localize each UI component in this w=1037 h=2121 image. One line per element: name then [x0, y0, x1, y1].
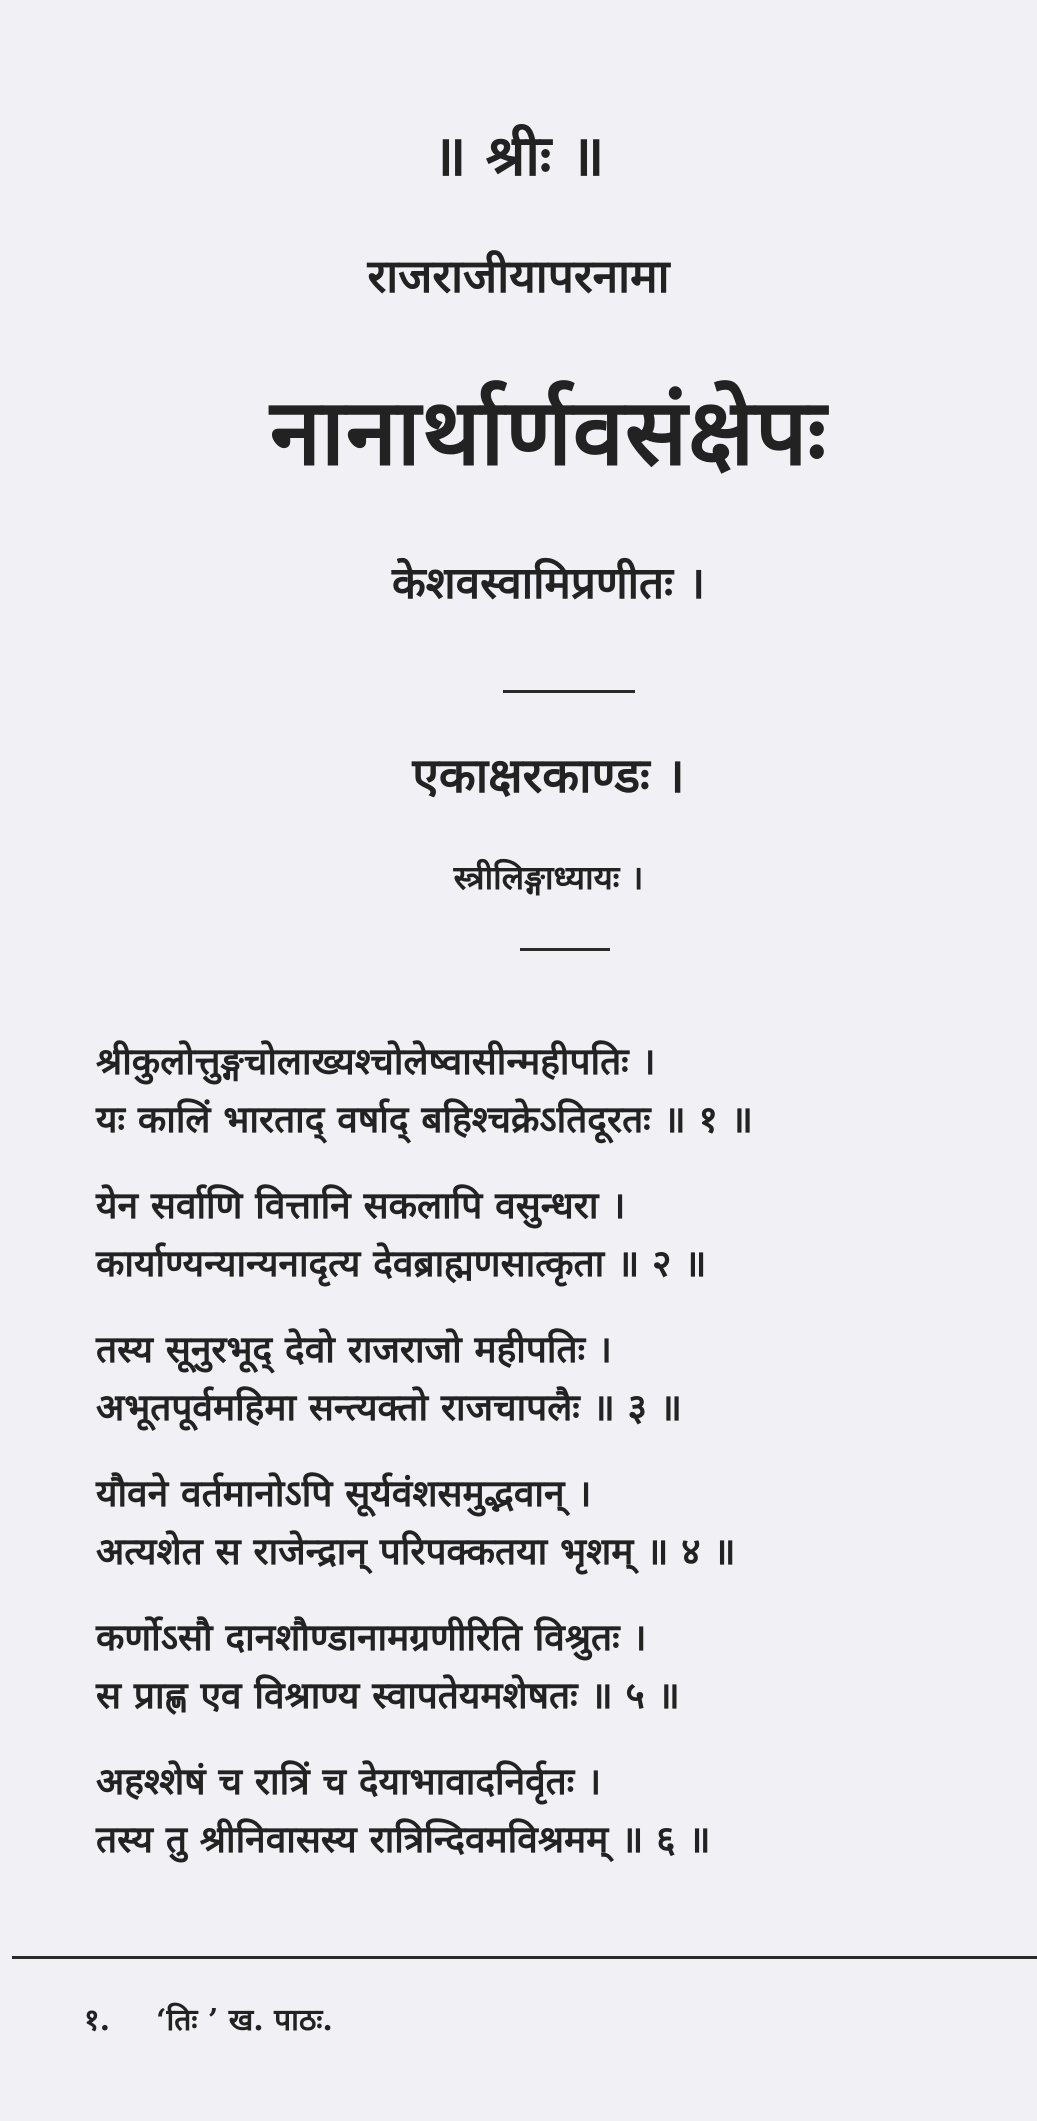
- alternate-name: राजराजीयापरनामा: [367, 249, 670, 303]
- verse-line: अभूतपूर्वमहिमा सन्त्यक्तो राजचापलैः ॥ ३ ॥: [96, 1385, 682, 1429]
- verse: [96, 1320, 996, 1436]
- verse-line: यौवने वर्तमानोऽपि सूर्यवंशसमुद्भवान् ।: [96, 1471, 592, 1515]
- footnote-separator: [12, 1956, 1037, 1959]
- verse-line: श्रीकुलोत्तुङ्गचोलाख्यश्चोलेष्वासीन्महीपतिः ।: [96, 1039, 656, 1083]
- verse-line: अत्यशेत स राजेन्द्रान् परिपक्कतया भृशम् ॥ ४ ॥: [96, 1529, 736, 1573]
- verse-list: [96, 1032, 996, 1896]
- footnote: [84, 1998, 333, 2044]
- verse-line: तस्य सूनुरभूद् देवो राजराजो महीपतिः ।: [96, 1327, 612, 1371]
- verse-line: अहश्शेषं च रात्रिं च देयाभावादनिर्वृतः ।: [96, 1759, 602, 1803]
- section-heading: एकाक्षरकाण्डः ।: [412, 748, 685, 804]
- verse: [96, 1464, 996, 1580]
- verse: [96, 1032, 996, 1148]
- divider-rule: [503, 690, 635, 693]
- verse-line: येन सर्वाणि वित्तानि सकलापि वसुन्धरा ।: [96, 1183, 626, 1227]
- page-title: नानार्थार्णवसंक्षेपः: [269, 378, 828, 486]
- verse-line: कार्याण्यन्यान्यनादृत्य देवब्राह्मणसात्कृता ॥ २ ॥: [96, 1241, 707, 1285]
- verse-line: स प्राह्ण एव विश्राण्य स्वापतेयमशेषतः ॥ ५ ॥: [96, 1673, 680, 1717]
- footnote-text: ‘तिः ’ ख. पाठः.: [156, 2003, 333, 2038]
- author-line: केशवस्वामिप्रणीतः ।: [391, 558, 706, 609]
- verse-line: कर्णोऽसौ दानशौण्डानामग्रणीरिति विश्रुतः ।: [96, 1615, 647, 1659]
- divider-rule-small: [520, 948, 610, 951]
- invocation-heading: ॥ श्रीः ॥: [432, 123, 605, 189]
- verse-line: यः कालिं भारताद् वर्षाद् बहिश्चक्रेऽतिदूरतः ॥ १ ॥: [96, 1097, 753, 1141]
- chapter-heading: स्त्रीलिङ्गाध्यायः ।: [453, 858, 644, 897]
- verse: [96, 1176, 996, 1292]
- verse: [96, 1608, 996, 1724]
- verse: [96, 1752, 996, 1868]
- verse-line: तस्य तु श्रीनिवासस्य रात्रिन्दिवमविश्रमम् ॥ ६ ॥: [96, 1817, 711, 1861]
- footnote-number: १.: [84, 2003, 111, 2038]
